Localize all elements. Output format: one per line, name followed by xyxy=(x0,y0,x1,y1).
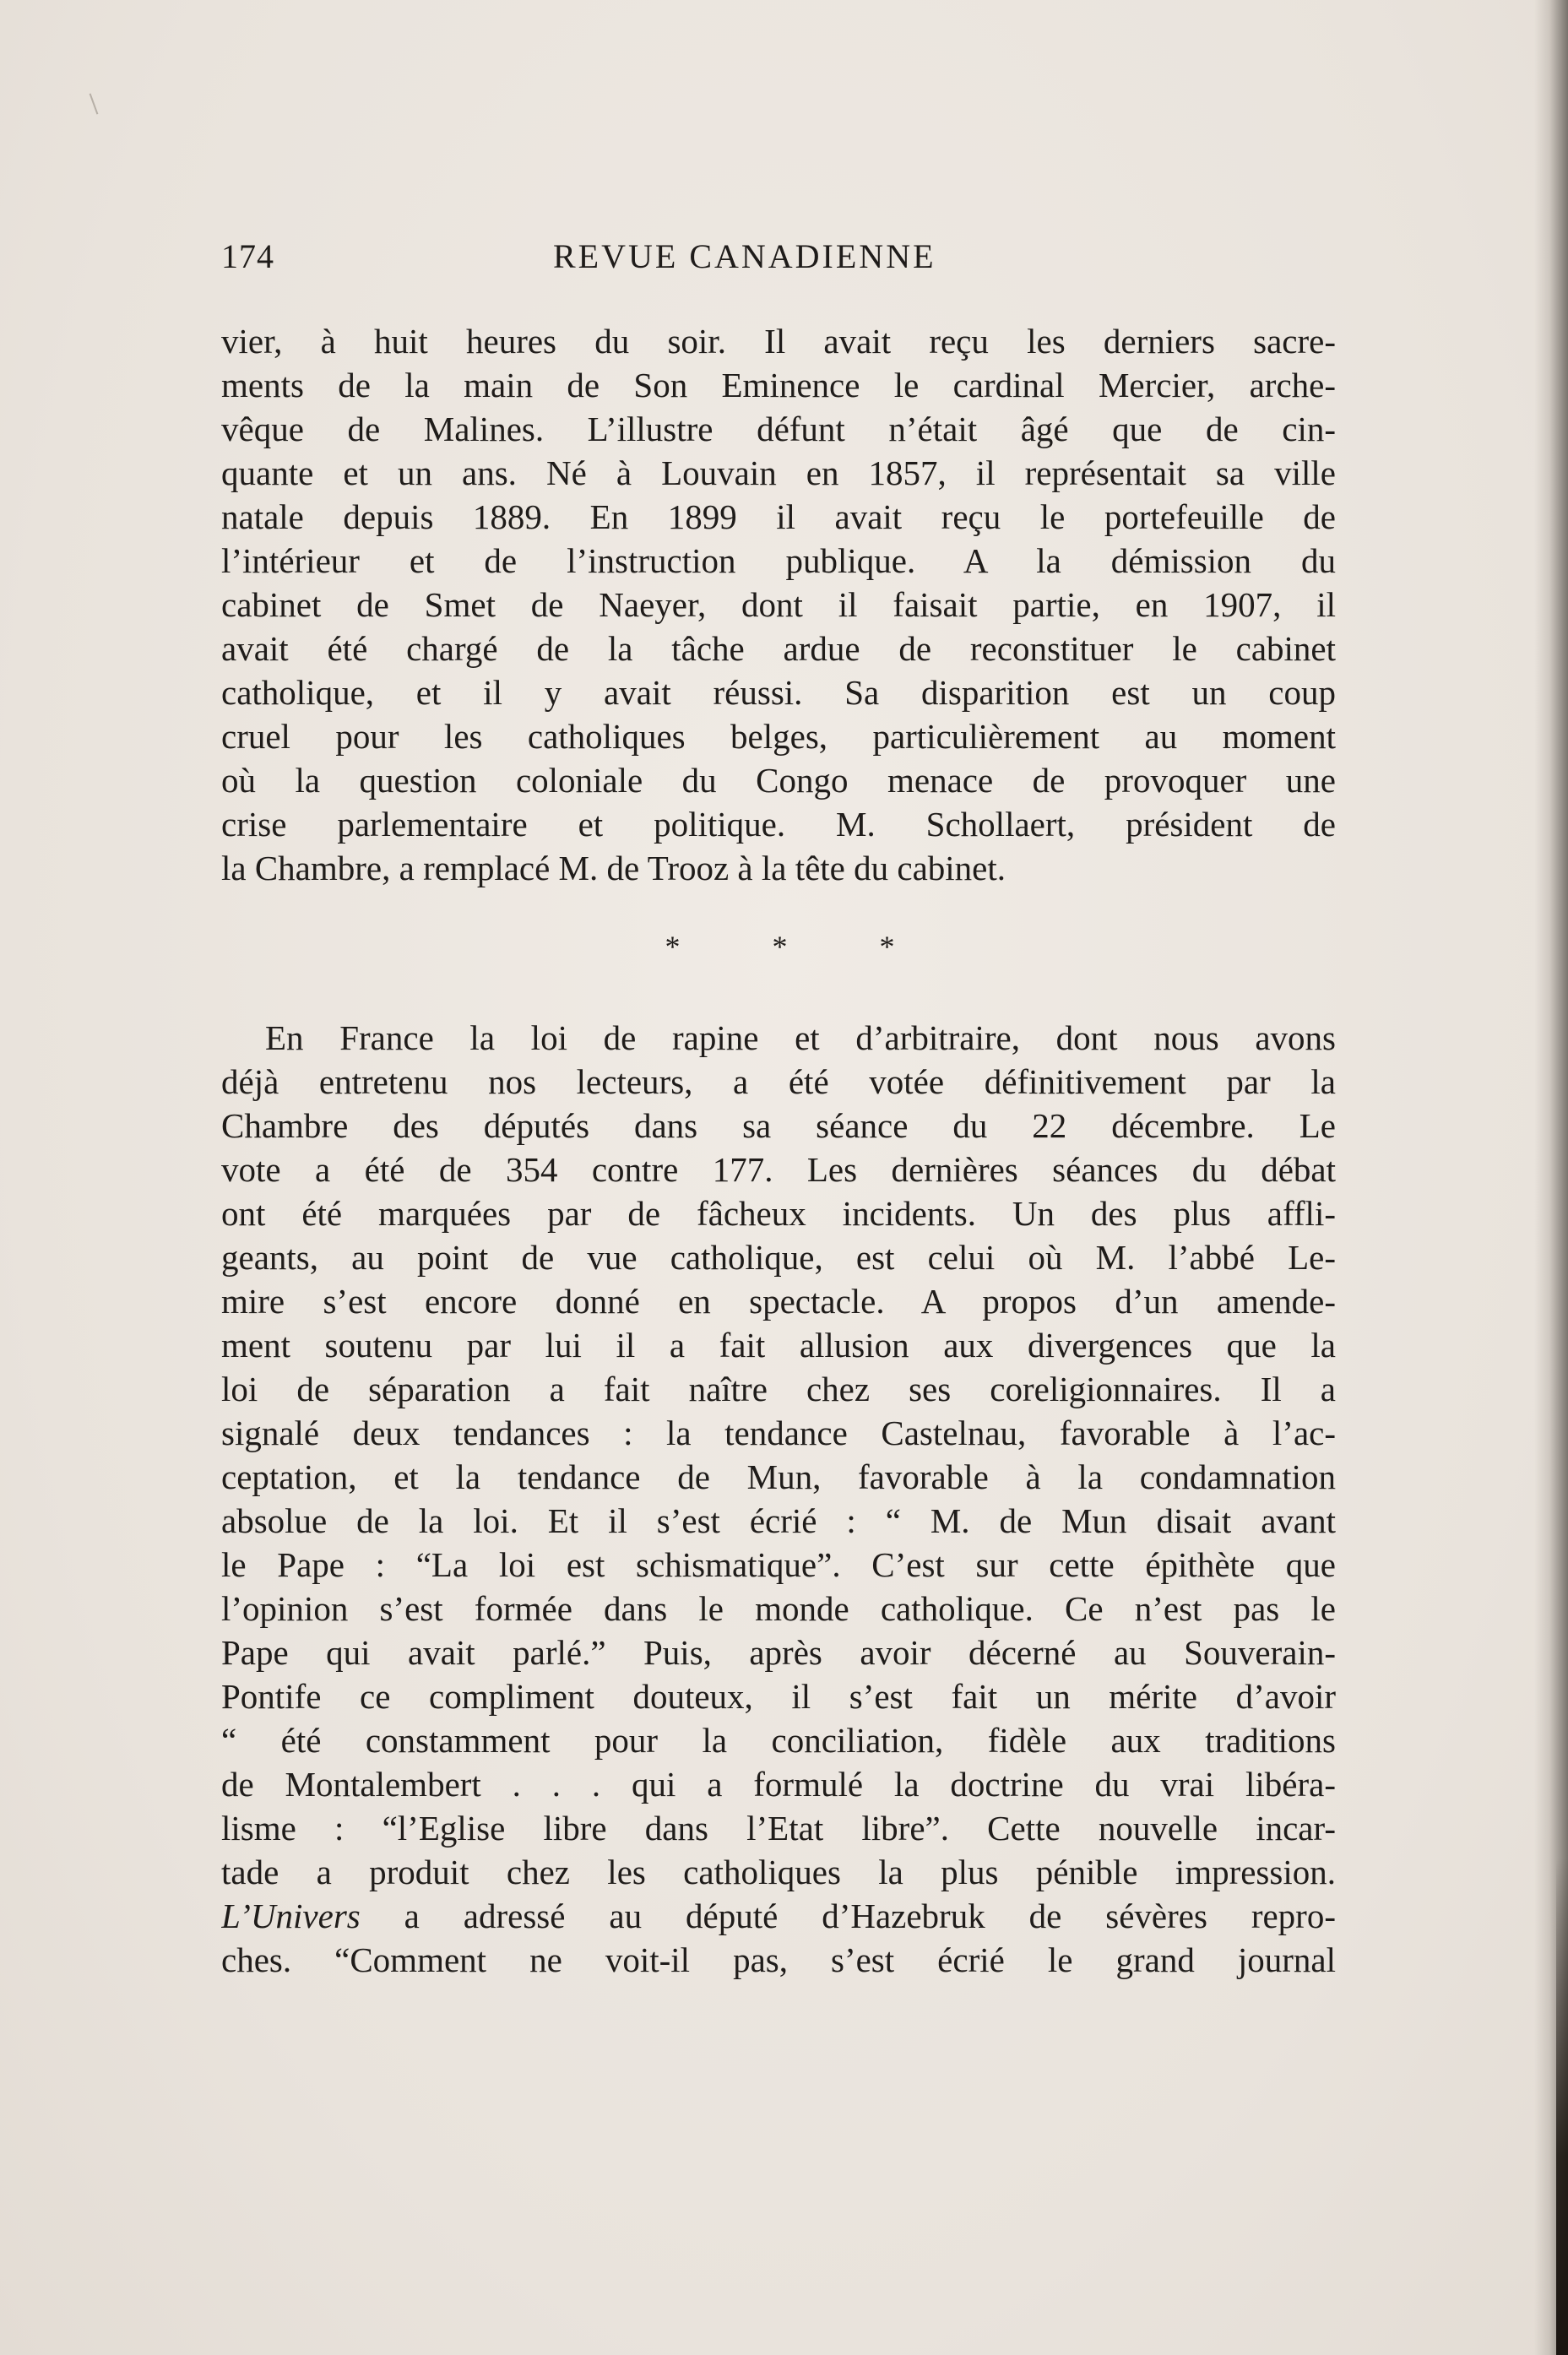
page-header xyxy=(221,228,1336,287)
text-line: ceptation, et la tendance de Mun, favorable à la condamnation xyxy=(221,1457,1336,1496)
text-line: loi de séparation a fait naître chez ses coreligionnaires. Il a xyxy=(221,1370,1336,1408)
page-mark xyxy=(90,93,99,114)
text-line: Pontife ce compliment douteux, il s’est fait un mérite d’avoir xyxy=(221,1677,1336,1716)
text-line: vier, à huit heures du soir. Il avait reçu les derniers sacre- xyxy=(221,322,1336,361)
paragraph-continuation xyxy=(221,319,1336,890)
binding-edge xyxy=(1556,1858,1568,2355)
text-line: où la question coloniale du Congo menace de provoquer une xyxy=(221,761,1336,800)
periodical-title: L’Univers xyxy=(221,1896,361,1935)
text-line: En France la loi de rapine et d’arbitraire, dont nous avons xyxy=(265,1018,1336,1057)
text-line: crise parlementaire et politique. M. Schollaert, président de xyxy=(221,805,1336,844)
text-line: tade a produit chez les catholiques la plus pénible impression. xyxy=(221,1853,1336,1891)
text-line: ments de la main de Son Eminence le cardinal Mercier, arche- xyxy=(221,366,1336,404)
text-line: Chambre des députés dans sa séance du 22 décembre. Le xyxy=(221,1106,1336,1145)
text-line: cabinet de Smet de Naeyer, dont il faisait partie, en 1907, il xyxy=(221,585,1336,624)
text-line: quante et un ans. Né à Louvain en 1857, il représentait sa ville xyxy=(221,453,1336,492)
text-line: mire s’est encore donné en spectacle. A propos d’un amende- xyxy=(221,1282,1336,1321)
text-line: ment soutenu par lui il a fait allusion aux divergences que la xyxy=(221,1326,1336,1365)
text-line: catholique, et il y avait réussi. Sa disparition est un coup xyxy=(221,673,1336,712)
text-line: l’opinion s’est formée dans le monde catholique. Ce n’est pas le xyxy=(221,1589,1336,1628)
text-line: l’intérieur et de l’instruction publique. A la démission du xyxy=(221,541,1336,580)
text-line: natale depuis 1889. En 1899 il avait reçu le portefeuille de xyxy=(221,497,1336,536)
text-line: vêque de Malines. L’illustre défunt n’était âgé que de cin- xyxy=(221,410,1336,448)
text-line: signalé deux tendances : la tendance Castelnau, favorable à l’ac- xyxy=(221,1414,1336,1452)
text-line: absolue de la loi. Et il s’est écrié : “ M. de Mun disait avant xyxy=(221,1501,1336,1540)
text-line: la Chambre, a remplacé M. de Trooz à la tête du cabinet. xyxy=(221,849,1006,887)
text-line: avait été chargé de la tâche ardue de reconstituer le cabinet xyxy=(221,629,1336,668)
text-line: L’Univers a adressé au député d’Hazebruk de sévères repro- xyxy=(221,1896,1336,1935)
paragraph-france xyxy=(221,1016,1336,1982)
text-line: Pape qui avait parlé.” Puis, après avoir décerné au Souverain- xyxy=(221,1633,1336,1672)
text-line: “ été constamment pour la conciliation, fidèle aux traditions xyxy=(221,1721,1336,1760)
text-line: déjà entretenu nos lecteurs, a été votée définitivement par la xyxy=(221,1062,1336,1101)
text-line: ches. “Comment ne voit-il pas, s’est écrié le grand journal xyxy=(221,1940,1336,1979)
running-head: REVUE CANADIENNE xyxy=(553,237,936,275)
text-line: ont été marquées par de fâcheux incidents. Un des plus affli- xyxy=(221,1194,1336,1233)
text-line: vote a été de 354 contre 177. Les dernières séances du débat xyxy=(221,1150,1336,1189)
text-line: de Montalembert . . . qui a formulé la doctrine du vrai libéra- xyxy=(221,1765,1336,1804)
text-line: lisme : “l’Eglise libre dans l’Etat libre”. Cette nouvelle incar- xyxy=(221,1809,1336,1848)
text-line: le Pape : “La loi est schismatique”. C’est sur cette épithète que xyxy=(221,1545,1336,1584)
text-line: cruel pour les catholiques belges, particulièrement au moment xyxy=(221,717,1336,756)
text-line: geants, au point de vue catholique, est celui où M. l’abbé Le- xyxy=(221,1238,1336,1277)
section-separator: * * * xyxy=(665,930,937,963)
page-number: 174 xyxy=(221,237,274,275)
